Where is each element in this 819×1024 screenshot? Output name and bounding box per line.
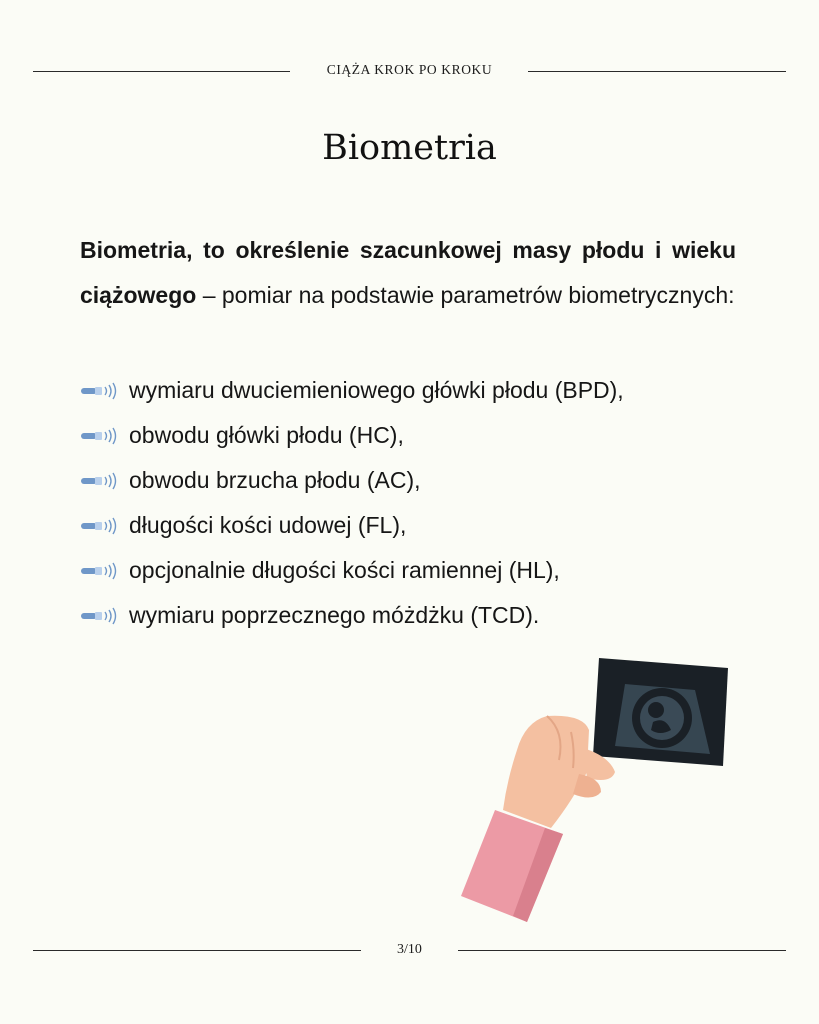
list-item-text: wymiaru poprzecznego móżdżku (TCD). <box>129 602 540 628</box>
ultrasound-probe-icon <box>80 382 118 400</box>
list-item <box>80 413 624 458</box>
list-item-text: obwodu główki płodu (HC), <box>129 422 404 448</box>
list-item-text: długości kości udowej (FL), <box>129 512 407 538</box>
list-item <box>80 548 624 593</box>
footer-rule-right <box>458 950 786 951</box>
ultrasound-probe-icon <box>80 517 118 535</box>
intro-rest: – pomiar na podstawie parametrów biometrycznych: <box>196 282 735 308</box>
list-item <box>80 503 624 548</box>
parameter-list <box>80 368 624 638</box>
list-item-text: wymiaru dwuciemieniowego główki płodu (BPD), <box>129 377 624 403</box>
ultrasound-photo <box>593 658 728 766</box>
list-item <box>80 593 624 638</box>
hand-holding-ultrasound-illustration <box>455 650 735 930</box>
series-title: CIĄŻA KROK PO KROKU <box>326 62 493 77</box>
ultrasound-probe-icon <box>80 427 118 445</box>
ultrasound-probe-icon <box>80 472 118 490</box>
ultrasound-probe-icon <box>80 607 118 625</box>
header-rule-right <box>528 71 786 72</box>
list-item-text: obwodu brzucha płodu (AC), <box>129 467 421 493</box>
list-item <box>80 368 624 413</box>
list-item-text: opcjonalnie długości kości ramiennej (HL), <box>129 557 560 583</box>
ultrasound-probe-icon <box>80 562 118 580</box>
page-number: 3/10 <box>397 942 422 957</box>
intro-bold: Biometria, to określenie szacunkowej masy płodu i wieku ciążowego <box>80 237 736 308</box>
page-title: Biometria <box>322 128 497 168</box>
intro-paragraph <box>80 228 736 318</box>
list-item <box>80 458 624 503</box>
sleeve <box>461 810 563 922</box>
